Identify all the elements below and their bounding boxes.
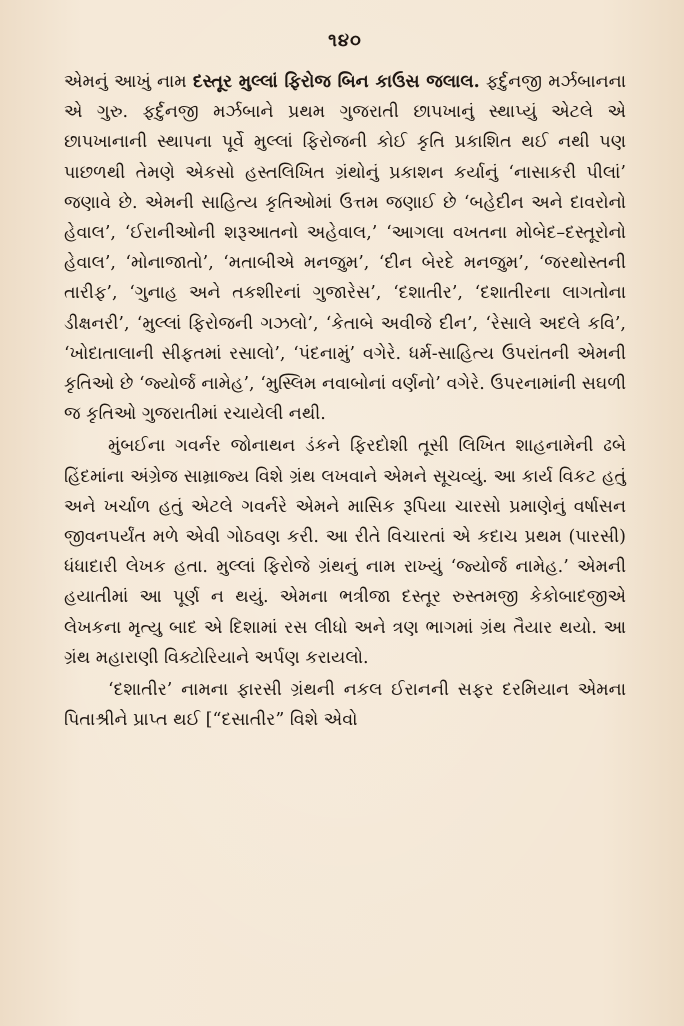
paragraph-1-lead: એમનું આખું નામ xyxy=(64,72,193,92)
paragraph-1-text: ફર્દુનજી મર્ઝબાનના એ ગુરુ. ફર્દુનજી મર્ઝબાને પ્રથમ ગુજરાતી છાપખાનું સ્થાપ્યું એટલે એ છાપખાનાની સ્થાપના પૂર્વે મુલ્લાં ફિરોજની કોઈ કૃતિ પ્રકાશિત થઈ નથી પણ પાછળથી તેમણે એકસો હસ્તલિખિત ગ્રંથોનું પ્રકાશન કર્યાનું ‘નાસાકરી પીલાં’ જણાવે છે. એમની સાહિત્ય કૃતિઓમાં ઉત્તમ જણાઈ છે ‘બહેદીન અને દાવરોનો હેવાલ’, ‘ઈરાનીઓની શરૂઆતનો અહેવાલ,’ ‘આગલા વખતના મોબેદ–દસ્તૂરોનો હેવાલ’, ‘મોનાજાતો’, ‘મતાબીએ મનજુમ’, ‘દીન બેરદે મનજુમ’, ‘જરથોસ્તની તારીફ’, ‘ગુનાહ અને તકશીરનાં ગુજારેસ’, ‘દશાતીર’, ‘દશાતીરના લાગતોના ડીક્ષનરી’, ‘મુલ્લાં ફિરોજની ગઝલો’, ‘કેતાબે અવીજે દીન’, ‘રેસાલે અદલે કવિ’, ‘ખોદાતાલાની સીફતમાં રસાલો’, ‘પંદનામું’ વગેરે. ધર્મ-સાહિત્ય ઉપરાંતની એમની કૃતિઓ છે ‘જ્યોર્જ નામેહ’, ‘મુસ્લિમ નવાબોનાં વર્ણનો’ વગેરે. ઉપરનામાંની સઘળી જ કૃતિઓ ગુજરાતીમાં રચાયેલી નથી. xyxy=(64,72,626,425)
body-text xyxy=(64,67,626,735)
paragraph-2: મુંબઈના ગવર્નર જોનાથન ડંકને ફિરદોશી તૂસી લિખિત શાહનામેની ઢબે હિંદમાંના અંગ્રેજ સામ્રાજ્ય વિશે ગ્રંથ લખવાને એમને સૂચવ્યું. આ કાર્ય વિકટ હતું અને ખર્ચાળ હતું એટલે ગવર્નરે એમને માસિક રૂપિયા ચારસો પ્રમાણેનું વર્ષાસન જીવનપર્યંત મળે એવી ગોઠવણ કરી. આ રીતે વિચારતાં એ કદાચ પ્રથમ (પારસી) ધંધાદારી લેખક હતા. મુલ્લાં ફિરોજે ગ્રંથનું નામ રાખ્યું ‘જ્યોર્જ નામેહ.’ એમની હયાતીમાં આ પૂર્ણ ન થયું. એમના ભત્રીજા દસ્તૂર રુસ્તમજી કેકોબાદજીએ લેખકના મૃત્યુ બાદ એ દિશામાં રસ લીધો અને ત્રણ ભાગમાં ગ્રંથ તૈયાર થયો. આ ગ્રંથ મહારાણી વિક્ટોરિયાને અર્પણ કરાયલો. xyxy=(64,436,626,668)
paragraph-1-name: દસ્તૂર મુલ્લાં ફિરોજ બિન કાઉસ જલાલ. xyxy=(192,72,480,92)
page-number: ૧૪૦ xyxy=(328,30,362,51)
paragraph-1 xyxy=(64,67,626,429)
paragraph-3: ‘દશાતીર’ નામના ફારસી ગ્રંથની નકલ ઈરાનની સફર દરમિયાન એમના પિતાશ્રીને પ્રાપ્ત થઈ [“દસાતીર” વિશે એવો xyxy=(64,680,626,731)
